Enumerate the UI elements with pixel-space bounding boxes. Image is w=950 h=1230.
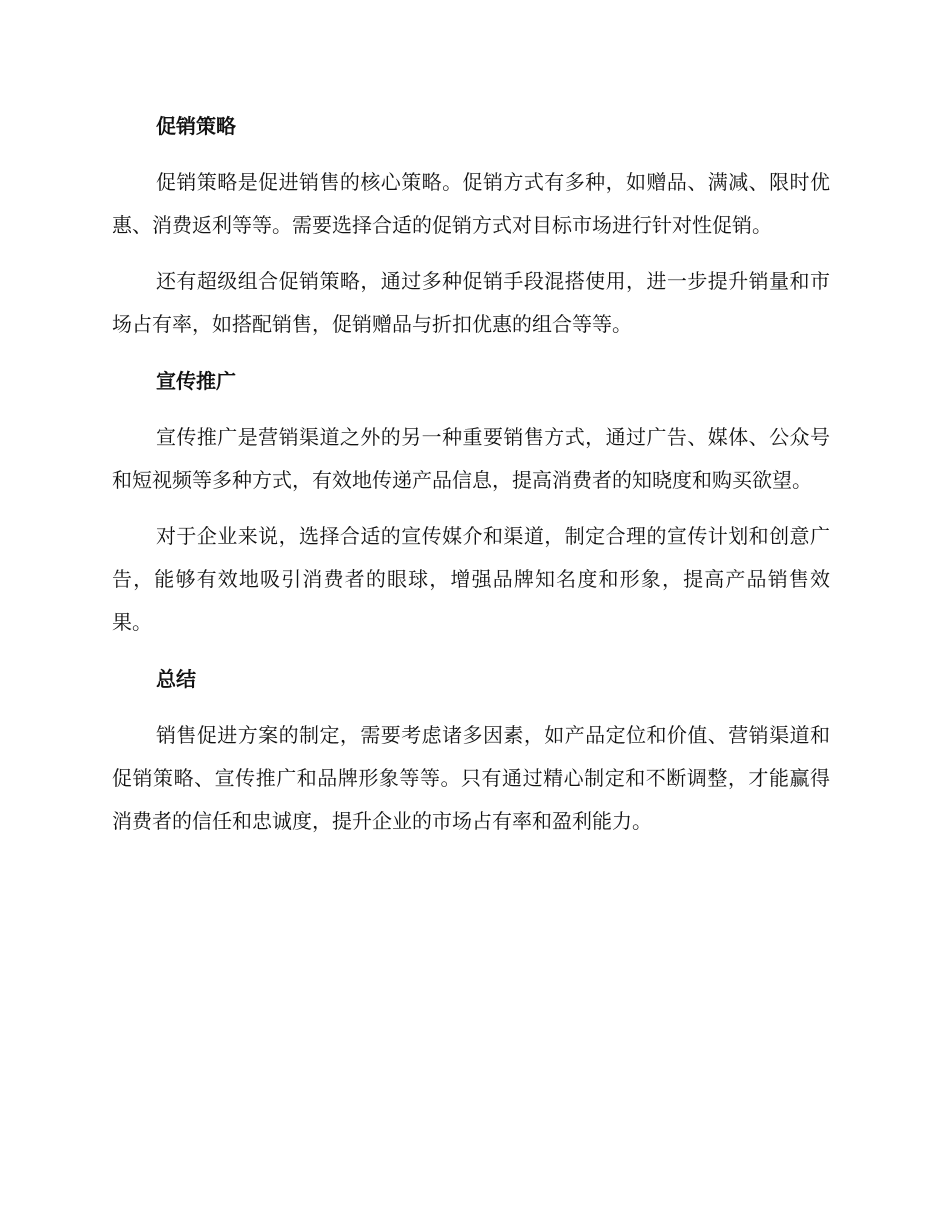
paragraph: 销售促进方案的制定，需要考虑诸多因素，如产品定位和价值、营销渠道和促销策略、宣传推广和品牌形象等等。只有通过精心制定和不断调整，才能赢得消费者的信任和忠诚度，提升企业的市场占有率和盈利能力。 xyxy=(112,723,830,833)
section-heading: 宣传推广 xyxy=(156,369,236,393)
section-summary xyxy=(112,657,830,843)
document-page xyxy=(112,104,830,856)
paragraph: 对于企业来说，选择合适的宣传媒介和渠道，制定合理的宣传计划和创意广告，能够有效地吸引消费者的眼球，增强品牌知名度和形象，提高产品销售效果。 xyxy=(112,524,830,634)
section-heading: 促销策略 xyxy=(156,114,236,138)
paragraph: 宣传推广是营销渠道之外的另一种重要销售方式，通过广告、媒体、公众号和短视频等多种方式，有效地传递产品信息，提高消费者的知晓度和购买欲望。 xyxy=(112,425,830,492)
section-heading: 总结 xyxy=(156,667,196,691)
section-promotion-strategy xyxy=(112,104,830,346)
paragraph: 还有超级组合促销策略，通过多种促销手段混搭使用，进一步提升销量和市场占有率，如搭配销售，促销赠品与折扣优惠的组合等等。 xyxy=(112,269,830,336)
section-publicity xyxy=(112,359,830,644)
paragraph: 促销策略是促进销售的核心策略。促销方式有多种，如赠品、满减、限时优惠、消费返利等等。需要选择合适的促销方式对目标市场进行针对性促销。 xyxy=(112,170,830,237)
